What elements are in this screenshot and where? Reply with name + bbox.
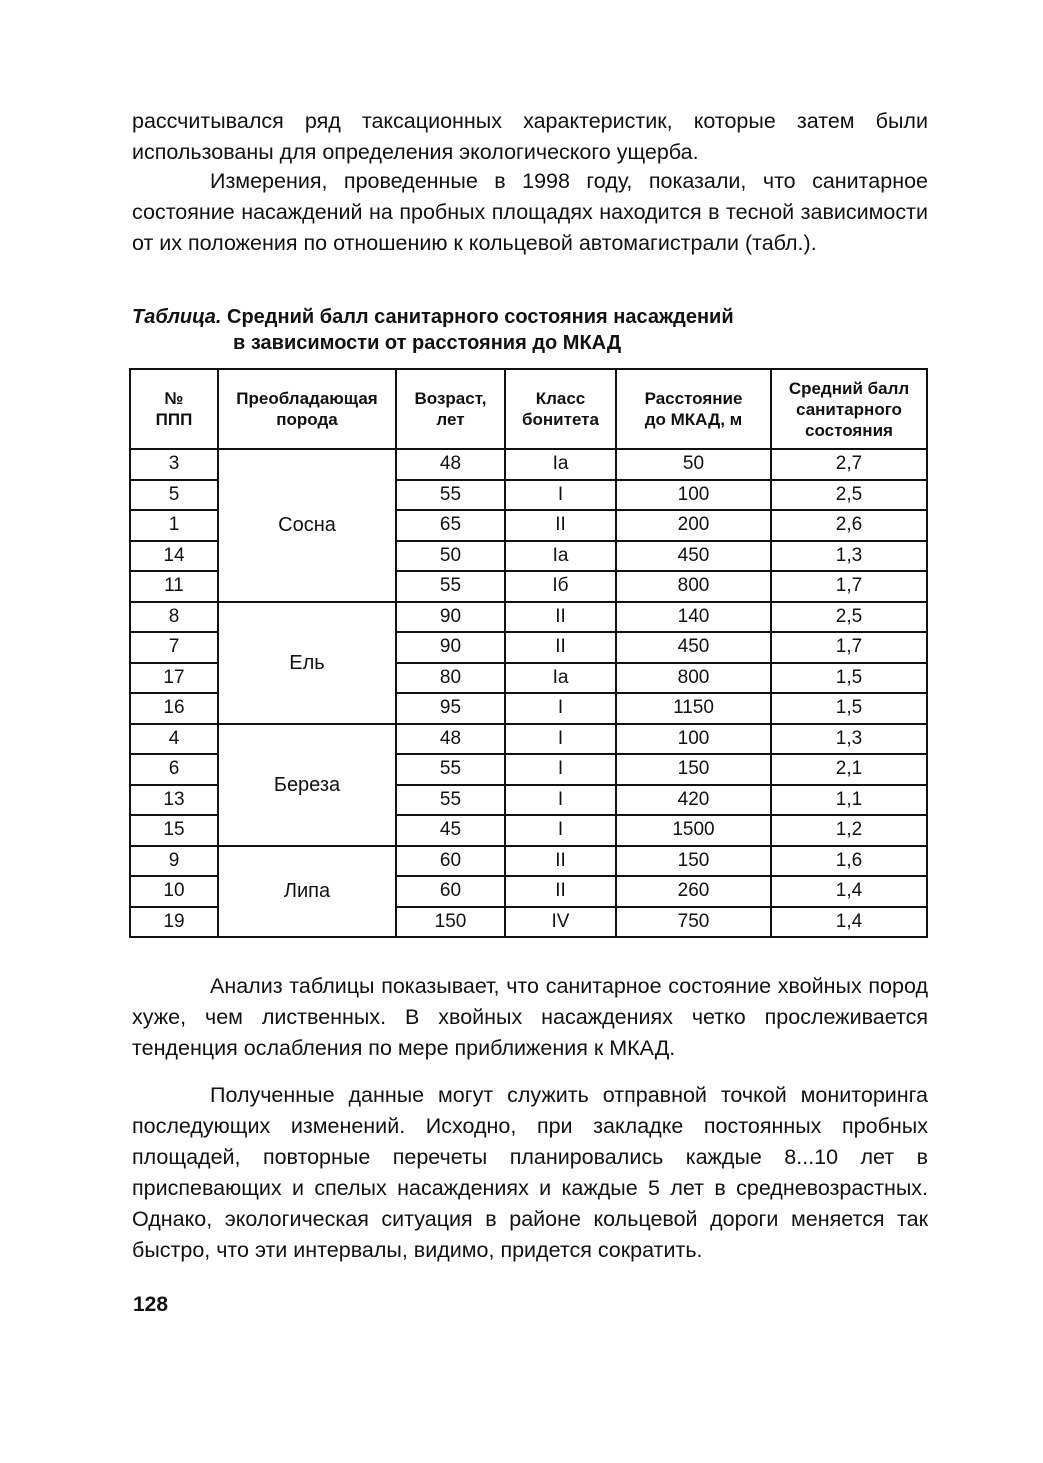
cell-age: 55 — [396, 754, 505, 785]
cell-plot-number: 19 — [130, 907, 218, 938]
cell-age: 48 — [396, 724, 505, 755]
column-header — [505, 369, 616, 449]
cell-species: Ель — [218, 602, 396, 724]
cell-plot-number: 14 — [130, 541, 218, 572]
cell-distance: 1150 — [616, 693, 771, 724]
cell-site-class: Iа — [505, 663, 616, 694]
column-header — [396, 369, 505, 449]
cell-age: 48 — [396, 449, 505, 480]
cell-plot-number: 7 — [130, 632, 218, 663]
table-row — [130, 449, 927, 480]
cell-site-class: I — [505, 754, 616, 785]
cell-distance: 200 — [616, 510, 771, 541]
cell-age: 90 — [396, 632, 505, 663]
paragraph-intro: рассчитывался ряд таксационных характеристик, которые затем были использованы для определения экологического ущерба. — [132, 109, 928, 164]
page-number: 128 — [133, 1293, 169, 1316]
column-header-line: ППП — [155, 410, 193, 429]
column-header-line: состояния — [805, 420, 893, 440]
column-header-line: Возраст, — [414, 389, 487, 408]
cell-distance: 750 — [616, 907, 771, 938]
cell-age: 55 — [396, 571, 505, 602]
caption-label: Таблица. — [132, 306, 222, 328]
cell-sanitary-score: 2,6 — [771, 510, 927, 541]
cell-plot-number: 15 — [130, 815, 218, 846]
table-row — [130, 846, 927, 877]
cell-distance: 800 — [616, 663, 771, 694]
cell-sanitary-score: 2,7 — [771, 449, 927, 480]
cell-distance: 420 — [616, 785, 771, 816]
paragraph-monitoring: Полученные данные могут служить отправной точкой мониторинга последующих изменений. Исходно, при закладке постоянных пробных площадей, повторные перечеты планировались каждые 8...10 лет в приспевающих и спелых насаждениях и каждые 5 лет в средневозрастных. Однако, экологическая ситуация в районе кольцевой дороги меняется так быстро, что эти интервалы, видимо, придется сократить. — [132, 1083, 928, 1262]
cell-age: 150 — [396, 907, 505, 938]
cell-plot-number: 3 — [130, 449, 218, 480]
cell-distance: 450 — [616, 632, 771, 663]
cell-plot-number: 13 — [130, 785, 218, 816]
sanitary-state-table — [129, 368, 928, 938]
cell-sanitary-score: 1,7 — [771, 632, 927, 663]
cell-plot-number: 5 — [130, 480, 218, 511]
column-header-line: № — [164, 389, 184, 408]
cell-distance: 100 — [616, 480, 771, 511]
cell-plot-number: 4 — [130, 724, 218, 755]
cell-species: Липа — [218, 846, 396, 938]
table-caption — [132, 304, 932, 356]
column-header-line: бонитета — [522, 410, 599, 429]
paragraph-analysis: Анализ таблицы показывает, что санитарное состояние хвойных пород хуже, чем лиственных. В хвойных насаждениях четко прослеживается тенденция ослабления по мере приближения к МКАД. — [132, 974, 928, 1060]
table-header-row — [130, 369, 927, 449]
cell-age: 90 — [396, 602, 505, 633]
cell-sanitary-score: 1,5 — [771, 693, 927, 724]
cell-distance: 100 — [616, 724, 771, 755]
cell-distance: 800 — [616, 571, 771, 602]
cell-distance: 50 — [616, 449, 771, 480]
cell-plot-number: 10 — [130, 876, 218, 907]
cell-distance: 150 — [616, 846, 771, 877]
column-header — [130, 369, 218, 449]
column-header — [771, 369, 927, 449]
cell-plot-number: 8 — [130, 602, 218, 633]
cell-site-class: II — [505, 876, 616, 907]
column-header-line: до МКАД, м — [644, 410, 743, 429]
cell-site-class: I — [505, 785, 616, 816]
cell-site-class: Iб — [505, 571, 616, 602]
cell-site-class: I — [505, 815, 616, 846]
cell-site-class: II — [505, 846, 616, 877]
cell-distance: 450 — [616, 541, 771, 572]
cell-age: 60 — [396, 876, 505, 907]
column-header — [616, 369, 771, 449]
table-row — [130, 602, 927, 633]
cell-distance: 1500 — [616, 815, 771, 846]
cell-sanitary-score: 1,7 — [771, 571, 927, 602]
cell-site-class: IV — [505, 907, 616, 938]
cell-sanitary-score: 1,4 — [771, 876, 927, 907]
cell-age: 45 — [396, 815, 505, 846]
cell-age: 60 — [396, 846, 505, 877]
cell-plot-number: 6 — [130, 754, 218, 785]
cell-site-class: I — [505, 480, 616, 511]
cell-sanitary-score: 1,2 — [771, 815, 927, 846]
paragraph-measurements: Измерения, проведенные в 1998 году, показали, что санитарное состояние насаждений на пробных площадях находится в тесной зависимости от их положения по отношению к кольцевой автомагистрали (табл.). — [132, 169, 928, 255]
cell-distance: 150 — [616, 754, 771, 785]
column-header-line: санитарного — [796, 399, 902, 419]
column-header-line: Преобладающая — [236, 389, 378, 408]
column-header — [218, 369, 396, 449]
cell-age: 55 — [396, 480, 505, 511]
cell-age: 80 — [396, 663, 505, 694]
cell-species: Сосна — [218, 449, 396, 602]
cell-site-class: II — [505, 632, 616, 663]
cell-distance: 260 — [616, 876, 771, 907]
cell-sanitary-score: 1,5 — [771, 663, 927, 694]
cell-sanitary-score: 2,5 — [771, 480, 927, 511]
cell-sanitary-score: 1,3 — [771, 724, 927, 755]
cell-plot-number: 9 — [130, 846, 218, 877]
column-header-line: Класс — [535, 389, 586, 408]
column-header-line: лет — [436, 410, 465, 429]
column-header-line: Расстояние — [644, 389, 743, 408]
cell-site-class: II — [505, 602, 616, 633]
caption-title-line1: Средний балл санитарного состояния насаждений — [227, 306, 734, 328]
cell-plot-number: 11 — [130, 571, 218, 602]
cell-site-class: I — [505, 693, 616, 724]
cell-sanitary-score: 1,6 — [771, 846, 927, 877]
caption-title-line2: в зависимости от расстояния до МКАД — [233, 332, 622, 354]
cell-distance: 140 — [616, 602, 771, 633]
table-row — [130, 724, 927, 755]
cell-sanitary-score: 2,1 — [771, 754, 927, 785]
cell-site-class: Iа — [505, 449, 616, 480]
cell-plot-number: 16 — [130, 693, 218, 724]
column-header-line: порода — [276, 410, 338, 429]
cell-site-class: II — [505, 510, 616, 541]
cell-plot-number: 17 — [130, 663, 218, 694]
cell-sanitary-score: 1,1 — [771, 785, 927, 816]
cell-species: Береза — [218, 724, 396, 846]
cell-plot-number: 1 — [130, 510, 218, 541]
cell-sanitary-score: 1,4 — [771, 907, 927, 938]
cell-age: 95 — [396, 693, 505, 724]
cell-age: 50 — [396, 541, 505, 572]
cell-age: 65 — [396, 510, 505, 541]
cell-sanitary-score: 1,3 — [771, 541, 927, 572]
cell-age: 55 — [396, 785, 505, 816]
cell-sanitary-score: 2,5 — [771, 602, 927, 633]
cell-site-class: I — [505, 724, 616, 755]
cell-site-class: Iа — [505, 541, 616, 572]
column-header-line: Средний балл — [788, 378, 910, 398]
